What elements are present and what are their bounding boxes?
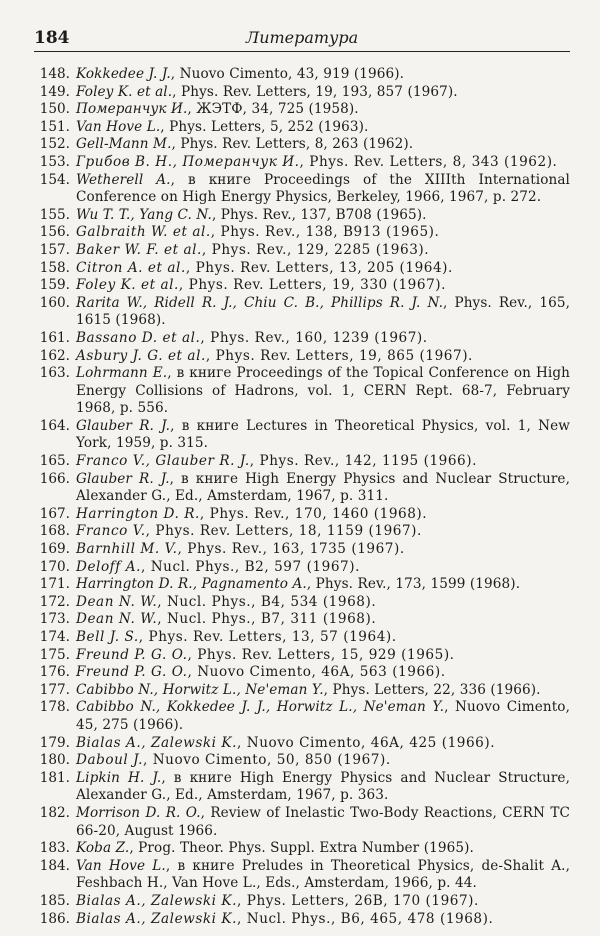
reference-number: 184. bbox=[39, 857, 70, 874]
reference-source: , в книге Lectures in Theoretical Physics, vol. 1, New York, 1959, p. 315. bbox=[76, 417, 570, 452]
reference-source: , Phys. Rev. Letters, 15, 929 (1965). bbox=[187, 646, 455, 663]
reference-authors: Glauber R. J. bbox=[76, 470, 170, 487]
reference-number: 185. bbox=[39, 892, 70, 909]
reference-entry bbox=[34, 911, 570, 929]
reference-entry bbox=[34, 101, 570, 119]
reference-number: 174. bbox=[39, 629, 70, 645]
reference-authors: Bell J. S. bbox=[76, 629, 139, 645]
reference-source: , Phys. Rev., 129, 2285 (1963). bbox=[201, 241, 430, 258]
reference-text bbox=[76, 66, 570, 84]
reference-authors: Померанчук И. bbox=[76, 101, 188, 118]
reference-entry bbox=[34, 207, 570, 225]
reference-authors: Lipkin H. J. bbox=[76, 769, 162, 786]
reference-number: 176. bbox=[39, 664, 70, 681]
reference-source: , в книге High Energy Physics and Nuclear Structure, Alexander G., Ed., Amsterdam, 1967, p. 363. bbox=[76, 769, 570, 804]
reference-source: , Nuovo Cimento, 50, 850 (1967). bbox=[142, 752, 391, 769]
reference-number: 150. bbox=[39, 101, 70, 118]
reference-entry bbox=[34, 858, 570, 893]
reference-source: , Phys. Rev., 163, 1735 (1967). bbox=[177, 541, 405, 558]
reference-authors: Koba Z. bbox=[76, 840, 130, 857]
reference-text bbox=[76, 699, 570, 734]
reference-authors: Van Hove L. bbox=[76, 857, 166, 874]
reference-number: 178. bbox=[39, 699, 70, 716]
reference-number: 160. bbox=[39, 294, 70, 311]
reference-source: , Nuovo Cimento, 46A, 563 (1966). bbox=[187, 664, 446, 681]
reference-text bbox=[76, 611, 570, 629]
reference-entry bbox=[34, 523, 570, 541]
reference-number: 167. bbox=[39, 505, 70, 522]
reference-source: , Phys. Rev. Letters, 13, 57 (1964). bbox=[138, 629, 397, 645]
reference-entry bbox=[34, 840, 570, 858]
reference-text bbox=[76, 453, 570, 471]
reference-source: , Prog. Theor. Phys. Suppl. Extra Number (1965). bbox=[129, 840, 474, 857]
reference-source: , Nucl. Phys., B6, 465, 478 (1968). bbox=[237, 910, 494, 927]
reference-entry bbox=[34, 154, 570, 172]
reference-source: , Phys. Rev. Letters, 19, 865 (1967). bbox=[205, 347, 473, 364]
reference-text bbox=[76, 629, 570, 647]
reference-number: 171. bbox=[39, 576, 70, 593]
reference-entry bbox=[34, 576, 570, 594]
reference-text bbox=[76, 172, 570, 207]
reference-source: , Phys. Rev. Letters, 19, 193, 857 (1967). bbox=[172, 83, 458, 100]
reference-entry bbox=[34, 699, 570, 734]
reference-source: , Phys. Rev. Letters, 19, 330 (1967). bbox=[178, 277, 446, 294]
reference-entry bbox=[34, 136, 570, 154]
reference-number: 161. bbox=[39, 329, 70, 346]
reference-number: 170. bbox=[39, 558, 70, 575]
reference-text bbox=[76, 893, 570, 911]
reference-entry bbox=[34, 770, 570, 805]
reference-authors: Wetherell A. bbox=[76, 171, 171, 188]
reference-source: , в книге Proceedings of the XIIIth International Conference on High Energy Physics, Berkeley, 1966, 1967, p. 272. bbox=[76, 171, 570, 206]
reference-text bbox=[76, 664, 570, 682]
reference-authors: Franco V. bbox=[76, 523, 146, 540]
reference-number: 154. bbox=[39, 171, 70, 188]
reference-text bbox=[76, 295, 570, 330]
reference-authors: Dean N. W. bbox=[76, 593, 158, 610]
reference-source: , Nucl. Phys., B7, 311 (1968). bbox=[157, 611, 377, 628]
reference-authors: Daboul J. bbox=[76, 752, 143, 769]
reference-number: 169. bbox=[39, 541, 70, 558]
reference-text bbox=[76, 576, 570, 594]
reference-text bbox=[76, 365, 570, 418]
reference-number: 181. bbox=[39, 769, 70, 786]
reference-source: , Phys. Rev. Letters, 18, 1159 (1967). bbox=[145, 523, 422, 540]
reference-entry bbox=[34, 594, 570, 612]
reference-number: 186. bbox=[39, 910, 70, 927]
reference-authors: Freund P. G. O. bbox=[76, 646, 188, 663]
reference-text bbox=[76, 682, 570, 700]
reference-authors: Bialas A., Zalewski K. bbox=[76, 734, 238, 751]
reference-authors: Barnhill M. V. bbox=[76, 541, 178, 558]
reference-number: 172. bbox=[39, 593, 70, 610]
reference-text bbox=[76, 84, 570, 102]
reference-source: , Phys. Letters, 26B, 170 (1967). bbox=[237, 892, 479, 909]
reference-number: 153. bbox=[39, 153, 70, 170]
reference-text bbox=[76, 735, 570, 753]
reference-text bbox=[76, 348, 570, 366]
reference-entry bbox=[34, 506, 570, 524]
reference-source: , Phys. Rev., 160, 1239 (1967). bbox=[200, 329, 428, 346]
running-title: Литература bbox=[245, 28, 359, 47]
reference-text bbox=[76, 260, 570, 278]
reference-list bbox=[34, 66, 570, 928]
reference-authors: Glauber R. J. bbox=[76, 417, 171, 434]
reference-source: , Phys. Rev., 170, 1460 (1968). bbox=[199, 505, 428, 522]
reference-text bbox=[76, 541, 570, 559]
reference-entry bbox=[34, 277, 570, 295]
reference-source: , Phys. Letters, 5, 252 (1963). bbox=[160, 118, 369, 135]
reference-text bbox=[76, 559, 570, 577]
reference-number: 175. bbox=[39, 646, 70, 663]
reference-number: 173. bbox=[39, 611, 70, 628]
reference-entry bbox=[34, 348, 570, 366]
reference-authors: Franco V., Glauber R. J. bbox=[76, 453, 250, 470]
reference-entry bbox=[34, 242, 570, 260]
reference-authors: Foley K. et al. bbox=[76, 83, 173, 100]
reference-number: 182. bbox=[39, 804, 70, 821]
reference-source: , Nucl. Phys., B4, 534 (1968). bbox=[157, 593, 377, 610]
reference-source: , Phys. Rev., 165, 1615 (1968). bbox=[76, 294, 570, 329]
reference-number: 151. bbox=[39, 118, 70, 135]
reference-entry bbox=[34, 559, 570, 577]
reference-source: , Nuovo Cimento, 43, 919 (1966). bbox=[170, 66, 405, 82]
reference-entry bbox=[34, 66, 570, 84]
reference-text bbox=[76, 911, 570, 929]
reference-text bbox=[76, 136, 570, 154]
reference-source: , в книге Proceedings of the Topical Conference on High Energy Collisions of Hadrons, vol. 1, CERN Rept. 68-7, February 1968, p. 556. bbox=[76, 365, 571, 417]
reference-entry bbox=[34, 664, 570, 682]
reference-number: 157. bbox=[39, 241, 70, 258]
reference-authors: Bialas A., Zalewski K. bbox=[76, 892, 238, 909]
reference-source: , Phys. Rev., 142, 1195 (1966). bbox=[249, 453, 477, 470]
reference-entry bbox=[34, 260, 570, 278]
reference-entry bbox=[34, 453, 570, 471]
reference-entry bbox=[34, 365, 570, 418]
reference-authors: Van Hove L. bbox=[76, 118, 161, 135]
reference-authors: Wu T. T., Yang C. N. bbox=[76, 206, 212, 223]
reference-authors: Freund P. G. O. bbox=[76, 664, 188, 681]
reference-authors: Deloff A. bbox=[76, 558, 141, 575]
reference-text bbox=[76, 471, 570, 506]
reference-text bbox=[76, 224, 570, 242]
reference-entry bbox=[34, 629, 570, 647]
reference-text bbox=[76, 805, 570, 840]
reference-source: , Nucl. Phys., B2, 597 (1967). bbox=[140, 558, 360, 575]
reference-source: , Phys. Rev., 138, B913 (1965). bbox=[210, 224, 440, 241]
reference-source: , Phys. Rev. Letters, 8, 343 (1962). bbox=[299, 153, 558, 170]
reference-entry bbox=[34, 805, 570, 840]
reference-text bbox=[76, 330, 570, 348]
reference-text bbox=[76, 277, 570, 295]
reference-text bbox=[76, 840, 570, 858]
reference-authors: Baker W. F. et al. bbox=[76, 241, 202, 258]
reference-source: , в книге Preludes in Theoretical Physics, de-Shalit A., Feshbach H., Van Hove L., Eds., Amsterdam, 1966, p. 44. bbox=[76, 857, 570, 892]
page-number: 184 bbox=[34, 28, 70, 48]
reference-text bbox=[76, 207, 570, 225]
reference-entry bbox=[34, 84, 570, 102]
reference-entry bbox=[34, 224, 570, 242]
reference-number: 158. bbox=[39, 259, 70, 276]
reference-authors: Galbraith W. et al. bbox=[76, 224, 211, 241]
reference-number: 164. bbox=[39, 417, 70, 434]
reference-entry bbox=[34, 647, 570, 665]
reference-authors: Bassano D. et al. bbox=[76, 329, 201, 346]
reference-authors: Dean N. W. bbox=[76, 611, 158, 628]
reference-authors: Harrington D. R., Pagnamento A. bbox=[76, 576, 307, 593]
header-rule bbox=[34, 51, 570, 52]
reference-text bbox=[76, 752, 570, 770]
reference-entry bbox=[34, 611, 570, 629]
reference-source: , Phys. Letters, 22, 336 (1966). bbox=[323, 681, 541, 698]
reference-authors: Foley K. et al. bbox=[76, 277, 179, 294]
reference-entry bbox=[34, 330, 570, 348]
reference-number: 159. bbox=[39, 277, 70, 294]
reference-authors: Citron A. et al. bbox=[76, 259, 186, 276]
reference-number: 155. bbox=[39, 206, 70, 223]
reference-entry bbox=[34, 172, 570, 207]
reference-text bbox=[76, 101, 570, 119]
reference-entry bbox=[34, 735, 570, 753]
reference-entry bbox=[34, 295, 570, 330]
reference-source: , в книге High Energy Physics and Nuclear Structure, Alexander G., Ed., Amsterdam, 1967, p. 311. bbox=[76, 470, 570, 505]
reference-source: , Phys. Rev. Letters, 13, 205 (1964). bbox=[185, 259, 453, 276]
reference-number: 183. bbox=[39, 840, 70, 857]
reference-source: , Phys. Rev. Letters, 8, 263 (1962). bbox=[171, 136, 414, 153]
reference-entry bbox=[34, 682, 570, 700]
page-header bbox=[34, 26, 570, 50]
reference-authors: Bialas A., Zalewski K. bbox=[76, 910, 238, 927]
reference-text bbox=[76, 647, 570, 665]
reference-entry bbox=[34, 541, 570, 559]
reference-source: , Nuovo Cimento, 45, 275 (1966). bbox=[76, 699, 570, 733]
reference-number: 152. bbox=[39, 136, 70, 153]
reference-number: 165. bbox=[39, 453, 70, 470]
reference-authors: Грибов В. Н., Померанчук И. bbox=[76, 153, 300, 170]
reference-authors: Gell-Mann M. bbox=[76, 136, 172, 153]
reference-authors: Morrison D. R. O. bbox=[76, 804, 201, 821]
reference-number: 148. bbox=[39, 66, 70, 82]
reference-number: 166. bbox=[39, 470, 70, 487]
reference-number: 156. bbox=[39, 224, 70, 241]
reference-authors: Cabibbo N., Horwitz L., Ne'eman Y. bbox=[76, 681, 324, 698]
reference-source: , ЖЭТФ, 34, 725 (1958). bbox=[187, 101, 359, 118]
reference-number: 180. bbox=[39, 752, 70, 769]
reference-text bbox=[76, 418, 570, 453]
reference-text bbox=[76, 594, 570, 612]
reference-number: 149. bbox=[39, 83, 70, 100]
reference-entry bbox=[34, 752, 570, 770]
reference-entry bbox=[34, 893, 570, 911]
reference-authors: Kokkedee J. J. bbox=[76, 66, 171, 82]
reference-text bbox=[76, 858, 570, 893]
reference-text bbox=[76, 506, 570, 524]
reference-text bbox=[76, 119, 570, 137]
reference-source: , Review of Inelastic Two-Body Reactions, CERN TC 66-20, August 1966. bbox=[76, 804, 570, 839]
reference-entry bbox=[34, 418, 570, 453]
reference-source: , Phys. Rev., 137, B708 (1965). bbox=[211, 206, 427, 223]
reference-text bbox=[76, 523, 570, 541]
reference-text bbox=[76, 242, 570, 260]
reference-entry bbox=[34, 119, 570, 137]
reference-number: 179. bbox=[39, 734, 70, 751]
reference-number: 168. bbox=[39, 523, 70, 540]
reference-entry bbox=[34, 471, 570, 506]
reference-authors: Asbury J. G. et al. bbox=[76, 347, 206, 364]
reference-text bbox=[76, 154, 570, 172]
reference-authors: Cabibbo N., Kokkedee J. J., Horwitz L., Ne'eman Y. bbox=[76, 699, 445, 716]
reference-authors: Harrington D. R. bbox=[76, 505, 200, 522]
reference-authors: Rarita W., Ridell R. J., Chiu C. B., Phillips R. J. N. bbox=[76, 294, 444, 311]
reference-source: , Nuovo Cimento, 46A, 425 (1966). bbox=[237, 734, 496, 751]
reference-number: 177. bbox=[39, 681, 70, 698]
reference-number: 162. bbox=[39, 347, 70, 364]
reference-authors: Lohrmann E. bbox=[76, 365, 168, 382]
reference-text bbox=[76, 770, 570, 805]
reference-source: , Phys. Rev., 173, 1599 (1968). bbox=[306, 576, 521, 593]
reference-number: 163. bbox=[39, 365, 70, 382]
